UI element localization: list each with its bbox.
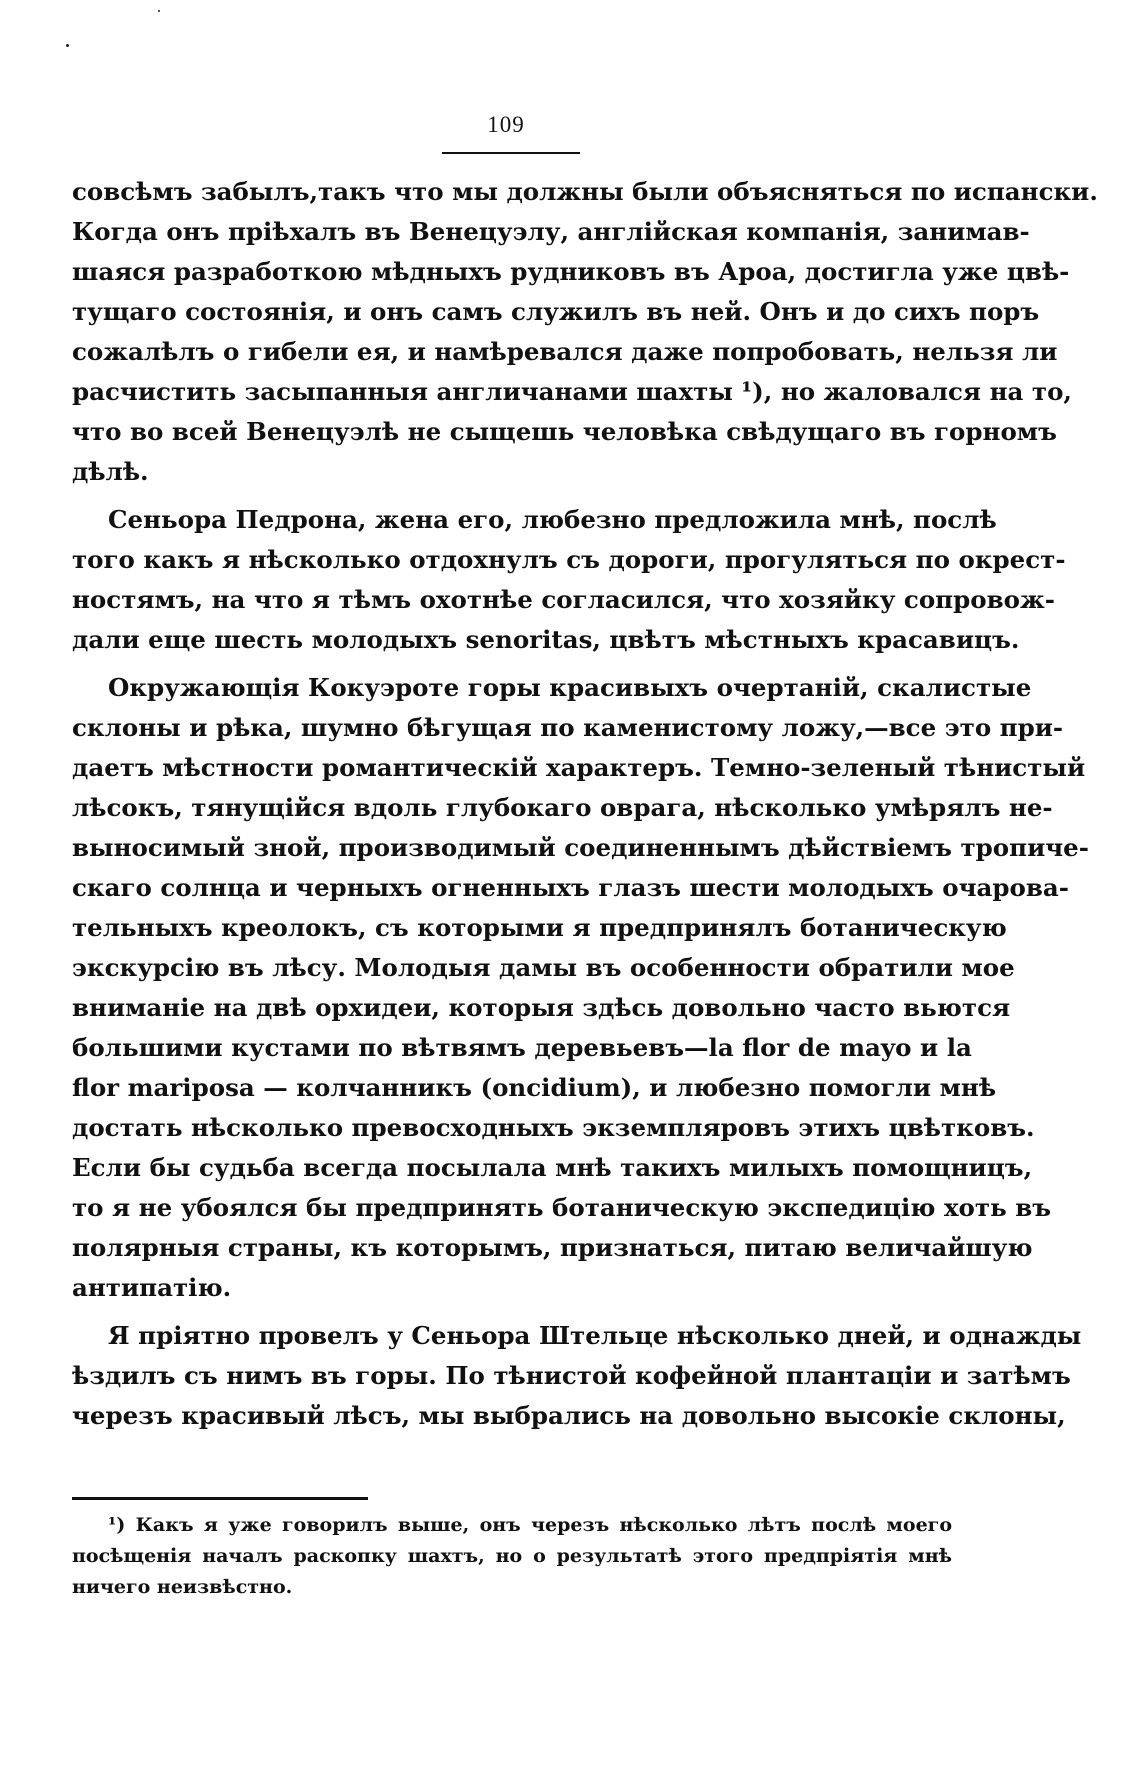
ink-speck (158, 10, 160, 12)
text-line: лѣсокъ, тянущійся вдоль глубокаго оврага, нѣсколько умѣрялъ не- (72, 793, 1053, 822)
text-line: тельныхъ креолокъ, съ которыми я предпринялъ ботаническую (72, 913, 1007, 942)
text-line: скаго солнца и черныхъ огненныхъ глазъ шести молодыхъ очарова- (72, 873, 1069, 902)
paragraph (72, 668, 1089, 1308)
text-line: Я пріятно провелъ у Сеньора Штельце нѣсколько дней, и однажды (108, 1321, 1082, 1350)
text-line: сожалѣлъ о гибели ея, и намѣревался даже попробовать, нельзя ли (72, 337, 1058, 366)
text-line: большими кустами по вѣтвямъ деревьевъ—la flor de mayo и la (72, 1033, 972, 1062)
paragraph-gap (72, 660, 952, 668)
paragraph-gap (72, 1308, 952, 1316)
text-line: экскурсію въ лѣсу. Молодыя дамы въ особенности обратили мое (72, 953, 1015, 982)
paragraph-gap (72, 492, 952, 500)
text-line: того какъ я нѣсколько отдохнулъ съ дороги, прогуляться по окрест- (72, 545, 1066, 574)
header-rule (442, 152, 580, 154)
text-line: Сеньора Педрона, жена его, любезно предложила мнѣ, послѣ (108, 505, 997, 534)
text-line: шаяся разработкою мѣдныхъ рудниковъ въ Ароа, достигла уже цвѣ- (72, 257, 1070, 286)
footnote-rule (72, 1497, 368, 1500)
footnote (72, 1510, 952, 1603)
text-line: дѣлѣ. (72, 457, 149, 486)
body-text (72, 172, 1098, 1436)
text-line: flor mariposa — колчанникъ (oncidium), и любезно помогли мнѣ (72, 1073, 997, 1102)
text-line: Когда онъ пріѣхалъ въ Венецуэлу, англійская компанія, занимав- (72, 217, 1030, 246)
footnote-line: ничего неизвѣстно. (72, 1576, 293, 1598)
ink-speck (66, 44, 69, 47)
text-line: вниманіе на двѣ орхидеи, которыя здѣсь довольно часто вьются (72, 993, 1011, 1022)
page-number: 109 (487, 112, 525, 137)
text-line: антипатію. (72, 1273, 232, 1302)
text-line: Окружающія Кокуэроте горы красивыхъ очертаній, скалистые (108, 673, 1032, 702)
text-line: ѣздилъ съ нимъ въ горы. По тѣнистой кофейной плантаціи и затѣмъ (72, 1361, 1071, 1390)
paragraph (72, 500, 1066, 660)
text-line: что во всей Венецуэлѣ не сыщешь человѣка свѣдущаго въ горномъ (72, 417, 1057, 446)
text-line: Если бы судьба всегда посылала мнѣ такихъ милыхъ помощницъ, (72, 1153, 1033, 1182)
text-line: дали еще шесть молодыхъ senoritas, цвѣтъ мѣстныхъ красавицъ. (72, 625, 1020, 654)
paragraph (72, 172, 1098, 492)
text-line: выносимый зной, производимый соединеннымъ дѣйствіемъ тропиче- (72, 833, 1089, 862)
text-line: склоны и рѣка, шумно бѣгущая по каменистому ложу,—все это при- (72, 713, 1064, 742)
footnote-line: ¹) Какъ я уже говорилъ выше, онъ черезъ нѣсколько лѣтъ послѣ моего (108, 1514, 952, 1536)
text-line: расчистить засыпанныя англичанами шахты ¹), но жаловался на то, (72, 377, 1072, 406)
text-line: полярныя страны, къ которымъ, признаться, питаю величайшую (72, 1233, 1033, 1262)
footnote-line: посѣщенія началъ раскопку шахтъ, но о результатѣ этого предпріятія мнѣ (72, 1545, 952, 1567)
text-line: достать нѣсколько превосходныхъ экземпляровъ этихъ цвѣтковъ. (72, 1113, 1035, 1142)
text-line: совсѣмъ забылъ,такъ что мы должны были объясняться по испански. (72, 177, 1098, 206)
text-line: то я не убоялся бы предпринять ботаническую экспедицію хоть въ (72, 1193, 1052, 1222)
text-line: ностямъ, на что я тѣмъ охотнѣе согласился, что хозяйку сопровож- (72, 585, 1055, 614)
text-line: тущаго состоянія, и онъ самъ служилъ въ ней. Онъ и до сихъ поръ (72, 297, 1040, 326)
paragraph (72, 1316, 1082, 1436)
text-line: черезъ красивый лѣсъ, мы выбрались на довольно высокіе склоны, (72, 1401, 1066, 1430)
text-line: даетъ мѣстности романтическій характеръ. Темно-зеленый тѣнистый (72, 753, 1086, 782)
